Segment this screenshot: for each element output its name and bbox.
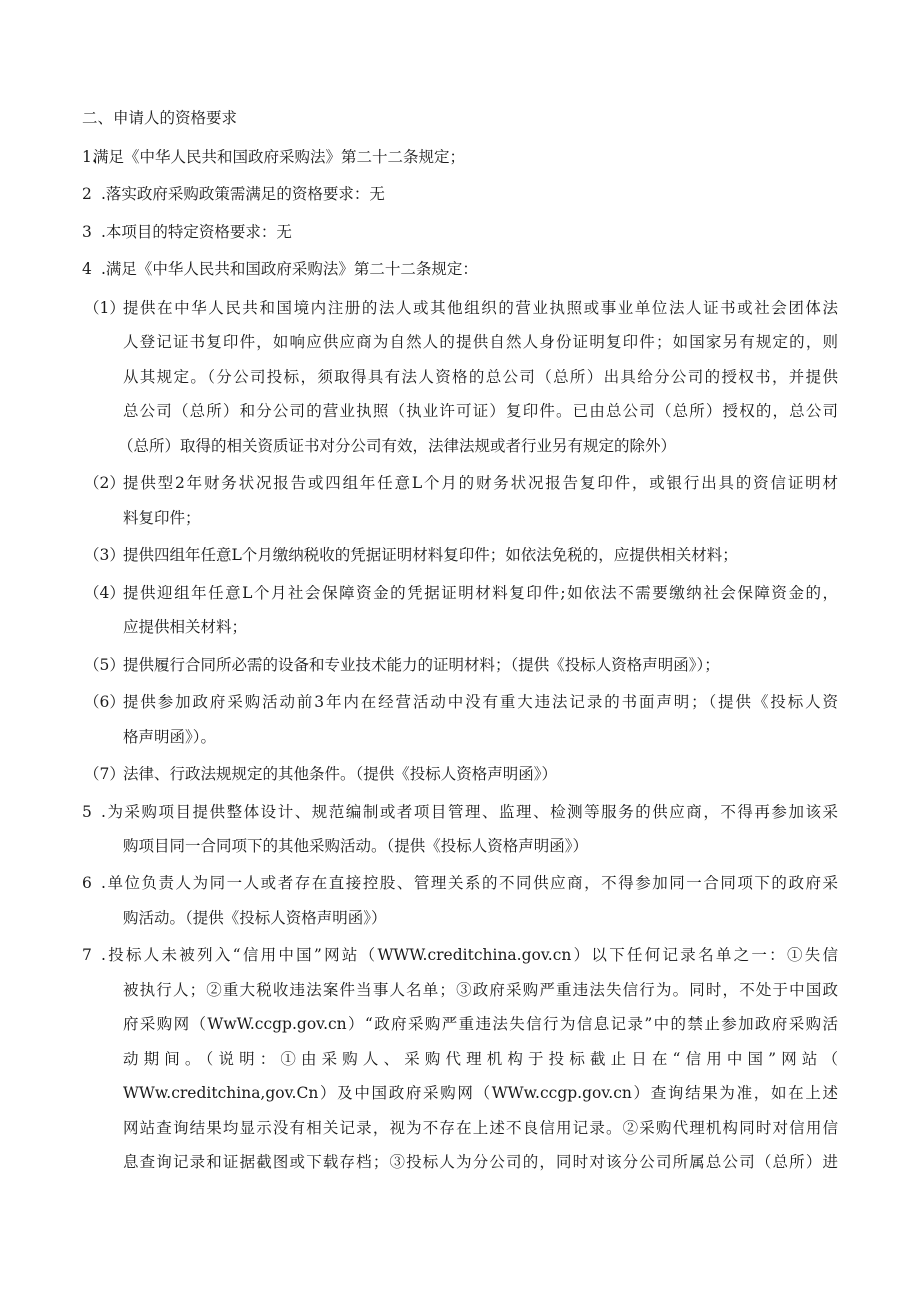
line-text: 网站查询结果均显示没有相关记录，视为不存在上述不良信用记录。②采购代理机构同时对信用信 (123, 1119, 838, 1137)
line-text: 总公司（总所）和分公司的营业执照（执业许可证）复印件。已由总公司（总所）授权的，总公司 (123, 402, 838, 420)
line-text: 从其规定。（分公司投标，须取得具有法人资格的总公司（总所）出具给分公司的授权书，并提供 (123, 368, 838, 386)
requirement-line (0, 252, 920, 286)
requirement-line (0, 360, 920, 394)
line-text: .投标人未被列入“信用中国”网站（WWW.creditchina.gov.cn）以下任何记录名单之一：①失信 (101, 946, 838, 964)
requirement-line (0, 501, 920, 535)
requirement-line (0, 648, 920, 682)
line-text: 料复印件； (123, 509, 201, 527)
requirement-line (0, 429, 920, 463)
item-number: （7） (84, 765, 125, 783)
line-text: 息查询记录和证据截图或下载存档；③投标人为分公司的，同时对该分公司所属总公司（总所）进 (123, 1153, 838, 1171)
line-text: 提供迎组年任意L个月社会保障资金的凭据证明材料复印件;如依法不需要缴纳社会保障资金的， (123, 584, 838, 602)
item-number: 4 (82, 260, 92, 278)
item-number: （5） (84, 656, 125, 674)
requirement-line (0, 1007, 920, 1041)
line-text: .本项目的特定资格要求：无 (101, 223, 292, 241)
requirement-line (0, 576, 920, 610)
item-number: （3） (84, 546, 125, 564)
line-text: 提供参加政府采购活动前3年内在经营活动中没有重大违法记录的书面声明；（提供《投标人资 (123, 693, 838, 711)
line-text: 人登记证书复印件，如响应供应商为自然人的提供自然人身份证明复印件；如国家另有规定的，则 (123, 333, 838, 351)
line-text: .为采购项目提供整体设计、规范编制或者项目管理、监理、检测等服务的供应商，不得再参加该采 (101, 803, 838, 821)
requirement-line (0, 291, 920, 325)
line-text: 动期间。（说明：①由采购人、采购代理机构于投标截止日在“信用中国”网站（ (123, 1050, 838, 1068)
item-number: 1. (82, 148, 97, 166)
line-text: 满足《中华人民共和国政府采购法》第二十二条规定； (93, 148, 466, 166)
line-text: .落实政府采购政策需满足的资格要求：无 (101, 185, 385, 203)
section-heading (0, 101, 920, 135)
item-number: （1） (84, 299, 125, 317)
requirement-line (0, 938, 920, 972)
requirement-line (0, 394, 920, 428)
line-text: 提供型2年财务状况报告或四组年任意L个月的财务状况报告复印件，或银行出具的资信证明材 (123, 474, 838, 492)
item-number: （4） (84, 584, 125, 602)
requirement-line (0, 1111, 920, 1145)
line-text: 格声明函》）。 (123, 728, 217, 746)
line-text: 法律、行政法规规定的其他条件。（提供《投标人资格声明函》） (123, 765, 558, 783)
item-number: （2） (84, 474, 125, 492)
requirement-line (0, 215, 920, 249)
requirement-line (0, 685, 920, 719)
requirement-line (0, 901, 920, 935)
item-number: （6） (84, 693, 125, 711)
item-number: 7 (82, 946, 92, 964)
line-text: .满足《中华人民共和国政府采购法》第二十二条规定： (101, 260, 478, 278)
requirement-line (0, 325, 920, 359)
line-text: 提供四组年任意L个月缴纳税收的凭据证明材料复印件；如依法免税的，应提供相关材料； (123, 546, 738, 564)
requirement-line (0, 866, 920, 900)
item-number: 6 (82, 874, 92, 892)
heading-text: 二、申请人的资格要求 (82, 109, 238, 127)
requirement-line (0, 466, 920, 500)
line-text: 提供在中华人民共和国境内注册的法人或其他组织的营业执照或事业单位法人证书或社会团体法 (123, 299, 838, 317)
item-number: 2 (82, 185, 92, 203)
requirement-line (0, 973, 920, 1007)
requirement-line (0, 795, 920, 829)
requirement-line (0, 1145, 920, 1179)
requirement-line (0, 829, 920, 863)
requirement-line (0, 538, 920, 572)
line-text: 提供履行合同所必需的设备和专业技术能力的证明材料；（提供《投标人资格声明函》）； (123, 656, 720, 674)
line-text: WWw.creditchina,gov.Cn）及中国政府采购网（WWw.ccgp.gov.cn）查询结果为准，如在上述 (123, 1084, 838, 1102)
requirement-line (0, 1042, 920, 1076)
requirement-line (0, 1076, 920, 1110)
requirement-line (0, 720, 920, 754)
line-text: .单位负责人为同一人或者存在直接控股、管理关系的不同供应商，不得参加同一合同项下的政府采 (101, 874, 838, 892)
line-text: 被执行人；②重大税收违法案件当事人名单；③政府采购严重违法失信行为。同时，不处于中国政 (123, 981, 838, 999)
line-text: 府采购网（WwW.ccgp.gov.cn）“政府采购严重违法失信行为信息记录”中的禁止参加政府采购活 (123, 1015, 838, 1033)
requirement-line (0, 757, 920, 791)
line-text: 应提供相关材料； (123, 618, 248, 636)
line-text: 购项目同一合同项下的其他采购活动。（提供《投标人资格声明函》） (123, 837, 589, 855)
requirement-line (0, 610, 920, 644)
requirement-line (0, 177, 920, 211)
requirement-line (0, 140, 920, 174)
line-text: （总所）取得的相关资质证书对分公司有效，法律法规或者行业另有规定的除外） (118, 437, 677, 455)
line-text: 购活动。（提供《投标人资格声明函》） (123, 909, 387, 927)
item-number: 3 (82, 223, 92, 241)
item-number: 5 (82, 803, 92, 821)
